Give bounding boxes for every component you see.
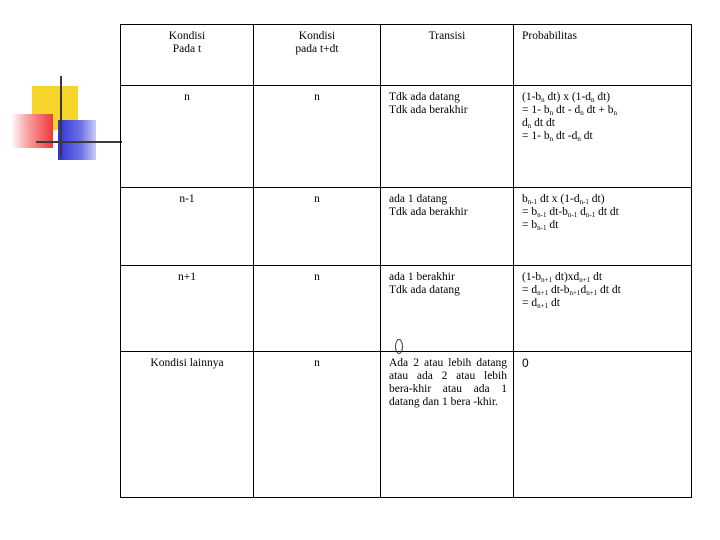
probability-line	[522, 91, 687, 104]
cell-from-state: n+1	[121, 266, 254, 352]
table-row	[121, 188, 692, 266]
cell-to-state: n	[254, 86, 381, 188]
cell-probability	[514, 86, 692, 188]
decor-vertical-line	[60, 76, 62, 158]
probability-line	[522, 206, 687, 219]
cell-probability: 0	[514, 352, 692, 498]
formula-text: = 1- b	[522, 104, 550, 116]
formula-text: dt - d	[553, 104, 581, 116]
formula-text: = d	[522, 297, 538, 309]
subscript: n	[549, 109, 554, 117]
formula-text: b	[522, 193, 528, 205]
probability-line	[522, 284, 687, 297]
subscript: n-1	[537, 211, 547, 219]
subscript: n	[527, 122, 532, 130]
decor-horizontal-line	[36, 141, 122, 143]
cell-from-state: Kondisi lainnya	[121, 352, 254, 498]
subscript: n	[590, 96, 595, 104]
subscript: n-1	[527, 198, 538, 206]
header-state-at-t: Kondisi Pada t	[121, 25, 254, 86]
subscript: n	[613, 109, 618, 117]
header-probability: Probabilitas	[514, 25, 692, 86]
formula-text: dt	[548, 297, 560, 309]
formula-text: = b	[522, 206, 538, 218]
subscript: n+1	[569, 289, 581, 297]
formula-text: d	[580, 284, 587, 296]
transition-table	[120, 24, 692, 498]
cell-to-state: n	[254, 266, 381, 352]
cell-to-state: n	[254, 188, 381, 266]
subscript: n+1	[586, 289, 598, 297]
formula-text: dt x (1-d	[537, 193, 580, 205]
header-state-at-t-dt: Kondisi pada t+dt	[254, 25, 381, 86]
probability-line	[522, 193, 687, 206]
probability-line	[522, 271, 687, 284]
formula-text: = d	[522, 284, 538, 296]
cell-from-state: n	[121, 86, 254, 188]
cell-probability	[514, 266, 692, 352]
cell-probability	[514, 188, 692, 266]
formula-text: dt-b	[548, 284, 570, 296]
subscript: n-1	[579, 198, 589, 206]
formula-text: dt + b	[583, 104, 614, 116]
formula-text: = 1- b	[522, 130, 550, 142]
probability-line	[522, 130, 687, 143]
formula-text: (1-b	[522, 271, 542, 283]
subscript: n	[541, 96, 545, 104]
formula-text: (1-b	[522, 91, 542, 103]
formula-text: dt)xd	[552, 271, 580, 283]
formula-text: dt)	[594, 91, 611, 103]
subscript: n+1	[541, 276, 553, 284]
formula-text: dt	[580, 130, 593, 142]
formula-text: dt)	[588, 193, 605, 205]
table-row	[121, 266, 692, 352]
cell-transition: Ada 2 atau lebih datang atau ada 2 atau lebih bera-khir atau ada 1 datang dan 1 bera -khir.	[381, 352, 514, 498]
probability-line	[522, 219, 687, 232]
formula-text: dt	[590, 271, 603, 283]
header-transition: Transisi	[381, 25, 514, 86]
subscript: n-1	[567, 211, 578, 219]
subscript: n	[577, 135, 581, 143]
cell-to-state: n	[254, 352, 381, 498]
formula-text: dt -d	[553, 130, 578, 142]
table-row	[121, 86, 692, 188]
formula-text: dt dt	[597, 284, 621, 296]
text-cursor-marker	[395, 339, 403, 354]
formula-text: d	[522, 117, 528, 129]
subscript: n-1	[585, 211, 596, 219]
formula-text: = b	[522, 219, 538, 231]
formula-text: dt) x (1-d	[544, 91, 591, 103]
formula-text: dt	[546, 219, 559, 231]
header-row	[121, 25, 692, 86]
subscript: n	[549, 135, 554, 143]
formula-text: dt-b	[546, 206, 568, 218]
subscript: n-1	[537, 224, 547, 232]
cell-from-state: n-1	[121, 188, 254, 266]
subscript: n+1	[579, 276, 591, 284]
table-row	[121, 352, 692, 498]
formula-text: dt dt	[531, 117, 555, 129]
subscript: n+1	[537, 289, 549, 297]
cell-transition: Tdk ada datang Tdk ada berakhir	[381, 86, 514, 188]
formula-text: d	[577, 206, 586, 218]
cell-transition: ada 1 datang Tdk ada berakhir	[381, 188, 514, 266]
decor-blue-square	[58, 120, 96, 160]
subscript: n+1	[537, 302, 549, 310]
formula-text: dt dt	[595, 206, 619, 218]
probability-line	[522, 117, 687, 130]
probability-line	[522, 297, 687, 310]
cell-transition: ada 1 berakhir Tdk ada datang	[381, 266, 514, 352]
probability-line	[522, 104, 687, 117]
subscript: n	[580, 109, 584, 117]
